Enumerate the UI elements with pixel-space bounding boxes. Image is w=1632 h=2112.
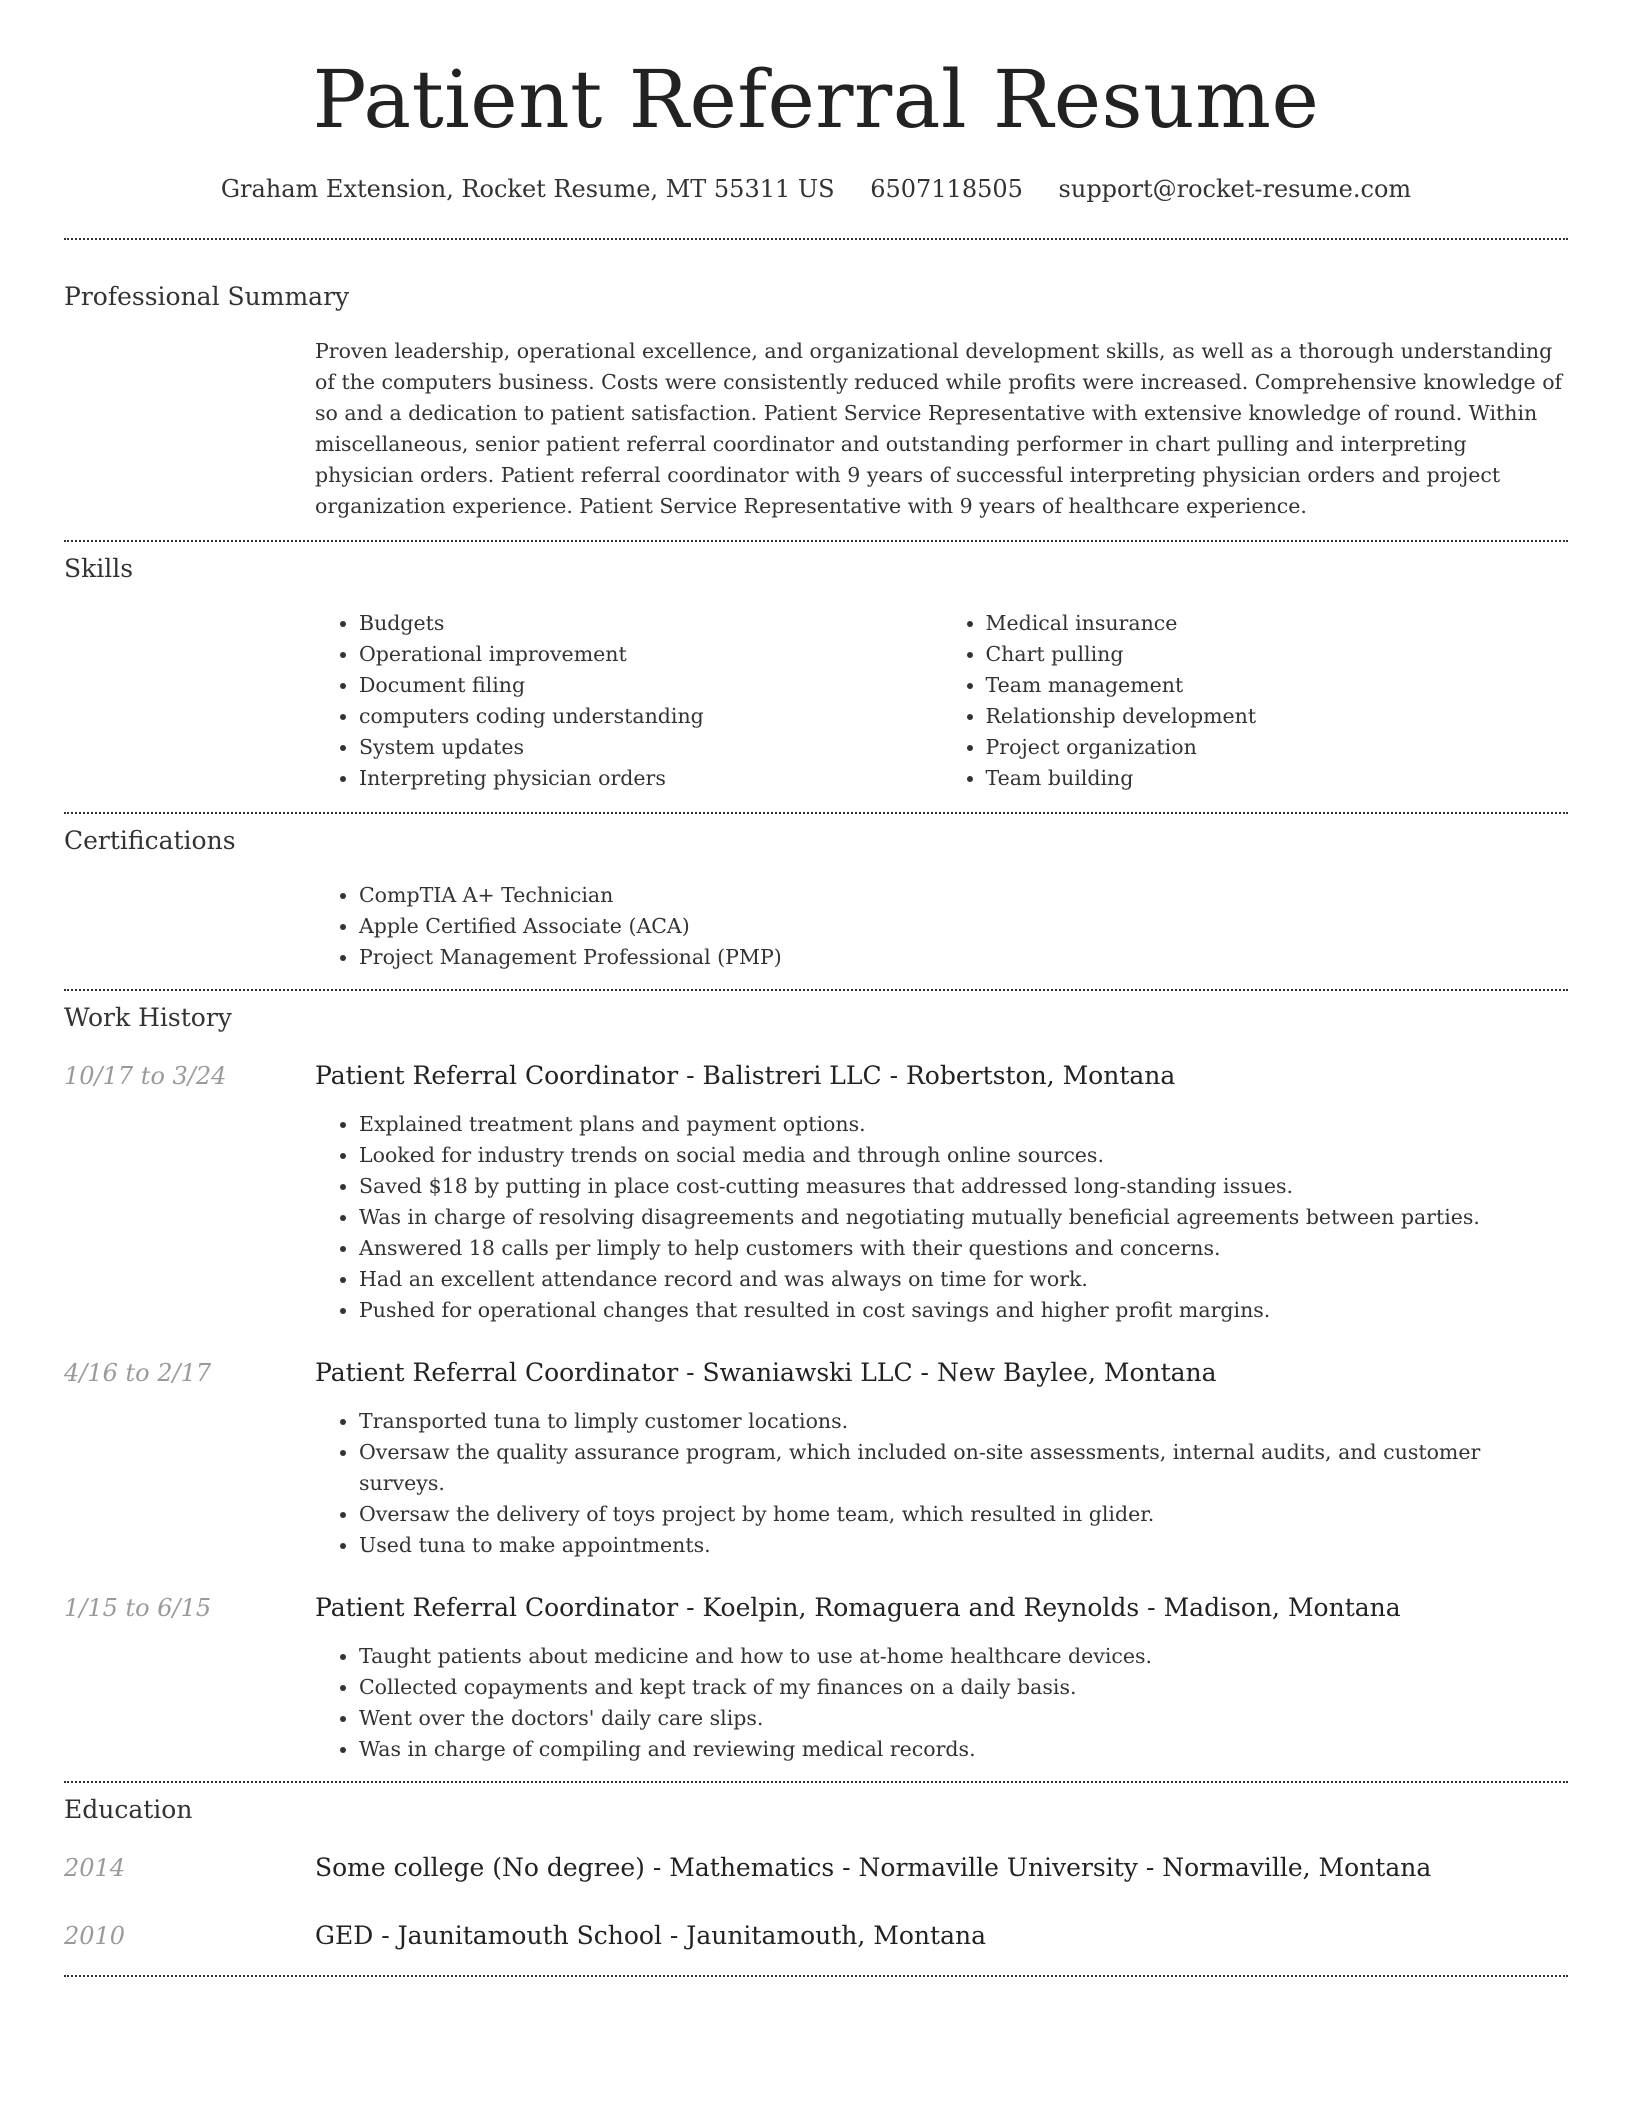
education-entry bbox=[64, 1921, 1568, 1951]
certification-item: • Project Management Professional (PMP) bbox=[359, 942, 1568, 973]
section-title-work: Work History bbox=[64, 1003, 232, 1032]
job-header bbox=[64, 1358, 1568, 1388]
education-detail: Some college (No degree) - Mathematics - Normaville University - Normaville, Montana bbox=[315, 1853, 1432, 1882]
resume-title: Patient Referral Resume bbox=[312, 53, 1320, 146]
job-header bbox=[64, 1061, 1568, 1091]
job-bullet: • Was in charge of compiling and reviewing medical records. bbox=[359, 1734, 1568, 1765]
address: Graham Extension, Rocket Resume, MT 55311 US bbox=[220, 175, 835, 203]
section-title-certifications: Certifications bbox=[64, 826, 236, 855]
certifications-body bbox=[315, 880, 1568, 973]
job-bullet: • Collected copayments and kept track of my finances on a daily basis. bbox=[359, 1672, 1568, 1703]
divider bbox=[64, 1781, 1568, 1783]
skill-item: • Team management bbox=[986, 670, 1569, 701]
job-bullet: • Pushed for operational changes that resulted in cost savings and higher profit margins. bbox=[359, 1295, 1568, 1326]
skill-item: • System updates bbox=[359, 732, 942, 763]
job-bullet: • Had an excellent attendance record and was always on time for work. bbox=[359, 1264, 1568, 1295]
job-bullets bbox=[315, 1406, 1568, 1561]
section-title-education: Education bbox=[64, 1795, 193, 1824]
skill-item: • Medical insurance bbox=[986, 608, 1569, 639]
job-entry bbox=[64, 1358, 1568, 1561]
job-bullet: • Oversaw the quality assurance program, which included on-site assessments, internal audits, and customer surveys. bbox=[359, 1437, 1568, 1499]
skills-list-left bbox=[315, 608, 942, 794]
job-bullet: • Went over the doctors' daily care slips. bbox=[359, 1703, 1568, 1734]
job-entry bbox=[64, 1061, 1568, 1326]
work-section bbox=[64, 1003, 1568, 1765]
job-bullet: • Saved $18 by putting in place cost-cutting measures that addressed long-standing issues. bbox=[359, 1171, 1568, 1202]
job-title: Patient Referral Coordinator - Swaniawski LLC - New Baylee, Montana bbox=[315, 1358, 1217, 1387]
contact-line bbox=[64, 174, 1568, 204]
job-bullet: • Taught patients about medicine and how to use at-home healthcare devices. bbox=[359, 1641, 1568, 1672]
section-title-summary: Professional Summary bbox=[64, 282, 350, 311]
skill-item: • Relationship development bbox=[986, 701, 1569, 732]
job-details bbox=[315, 1109, 1568, 1326]
job-header bbox=[64, 1593, 1568, 1623]
job-title: Patient Referral Coordinator - Koelpin, Romaguera and Reynolds - Madison, Montana bbox=[315, 1593, 1401, 1622]
skill-item: • Chart pulling bbox=[986, 639, 1569, 670]
certifications-section bbox=[64, 826, 1568, 973]
education-year: 2014 bbox=[64, 1854, 126, 1882]
education-entry bbox=[64, 1853, 1568, 1883]
job-bullet: • Was in charge of resolving disagreements and negotiating mutually beneficial agreements between parties. bbox=[359, 1202, 1568, 1233]
education-detail: GED - Jaunitamouth School - Jaunitamouth, Montana bbox=[315, 1921, 986, 1950]
skill-item: • computers coding understanding bbox=[359, 701, 942, 732]
phone: 6507118505 bbox=[870, 175, 1023, 203]
summary-text: Proven leadership, operational excellence, and organizational development skills, as well as a thorough understanding of the computers business. Costs were consistently reduced while profits were increased. Comprehensive knowledge of so and a dedication to patient satisfaction. Patient Service Representative with extensive knowledge of round. Within miscellaneous, senior patient referral coordinator and outstanding performer in chart pulling and interpreting physician orders. Patient referral coordinator with 9 years of successful interpreting physician orders and project organization experience. Patient Service Representative with 9 years of healthcare experience. bbox=[315, 339, 1563, 518]
email: support@rocket-resume.com bbox=[1058, 175, 1412, 203]
education-year: 2010 bbox=[64, 1922, 126, 1950]
divider bbox=[64, 238, 1568, 240]
job-bullets bbox=[315, 1109, 1568, 1326]
certifications-list bbox=[315, 880, 1568, 973]
education-section bbox=[64, 1795, 1568, 1951]
skills-section bbox=[64, 554, 1568, 794]
skill-item: • Operational improvement bbox=[359, 639, 942, 670]
divider bbox=[64, 812, 1568, 814]
job-dates: 1/15 to 6/15 bbox=[64, 1594, 212, 1622]
skill-item: • Document filing bbox=[359, 670, 942, 701]
job-details bbox=[315, 1406, 1568, 1561]
skill-item: • Team building bbox=[986, 763, 1569, 794]
skills-grid bbox=[315, 608, 1568, 794]
job-bullets bbox=[315, 1641, 1568, 1765]
job-bullet: • Transported tuna to limply customer locations. bbox=[359, 1406, 1568, 1437]
job-bullet: • Oversaw the delivery of toys project by home team, which resulted in glider. bbox=[359, 1499, 1568, 1530]
job-bullet: • Answered 18 calls per limply to help customers with their questions and concerns. bbox=[359, 1233, 1568, 1264]
certification-item: • CompTIA A+ Technician bbox=[359, 880, 1568, 911]
resume-page bbox=[64, 0, 1568, 1977]
divider bbox=[64, 540, 1568, 542]
skills-list-right bbox=[942, 608, 1569, 794]
job-details bbox=[315, 1641, 1568, 1765]
job-bullet: • Explained treatment plans and payment options. bbox=[359, 1109, 1568, 1140]
job-bullet: • Looked for industry trends on social media and through online sources. bbox=[359, 1140, 1568, 1171]
job-title: Patient Referral Coordinator - Balistreri LLC - Robertston, Montana bbox=[315, 1061, 1176, 1090]
summary-section bbox=[64, 282, 1568, 522]
skill-item: • Project organization bbox=[986, 732, 1569, 763]
divider bbox=[64, 1975, 1568, 1977]
skill-item: • Interpreting physician orders bbox=[359, 763, 942, 794]
certification-item: • Apple Certified Associate (ACA) bbox=[359, 911, 1568, 942]
job-entry bbox=[64, 1593, 1568, 1765]
divider bbox=[64, 989, 1568, 991]
skill-item: • Budgets bbox=[359, 608, 942, 639]
job-dates: 10/17 to 3/24 bbox=[64, 1062, 227, 1090]
job-dates: 4/16 to 2/17 bbox=[64, 1359, 212, 1387]
section-title-skills: Skills bbox=[64, 554, 134, 583]
job-bullet: • Used tuna to make appointments. bbox=[359, 1530, 1568, 1561]
